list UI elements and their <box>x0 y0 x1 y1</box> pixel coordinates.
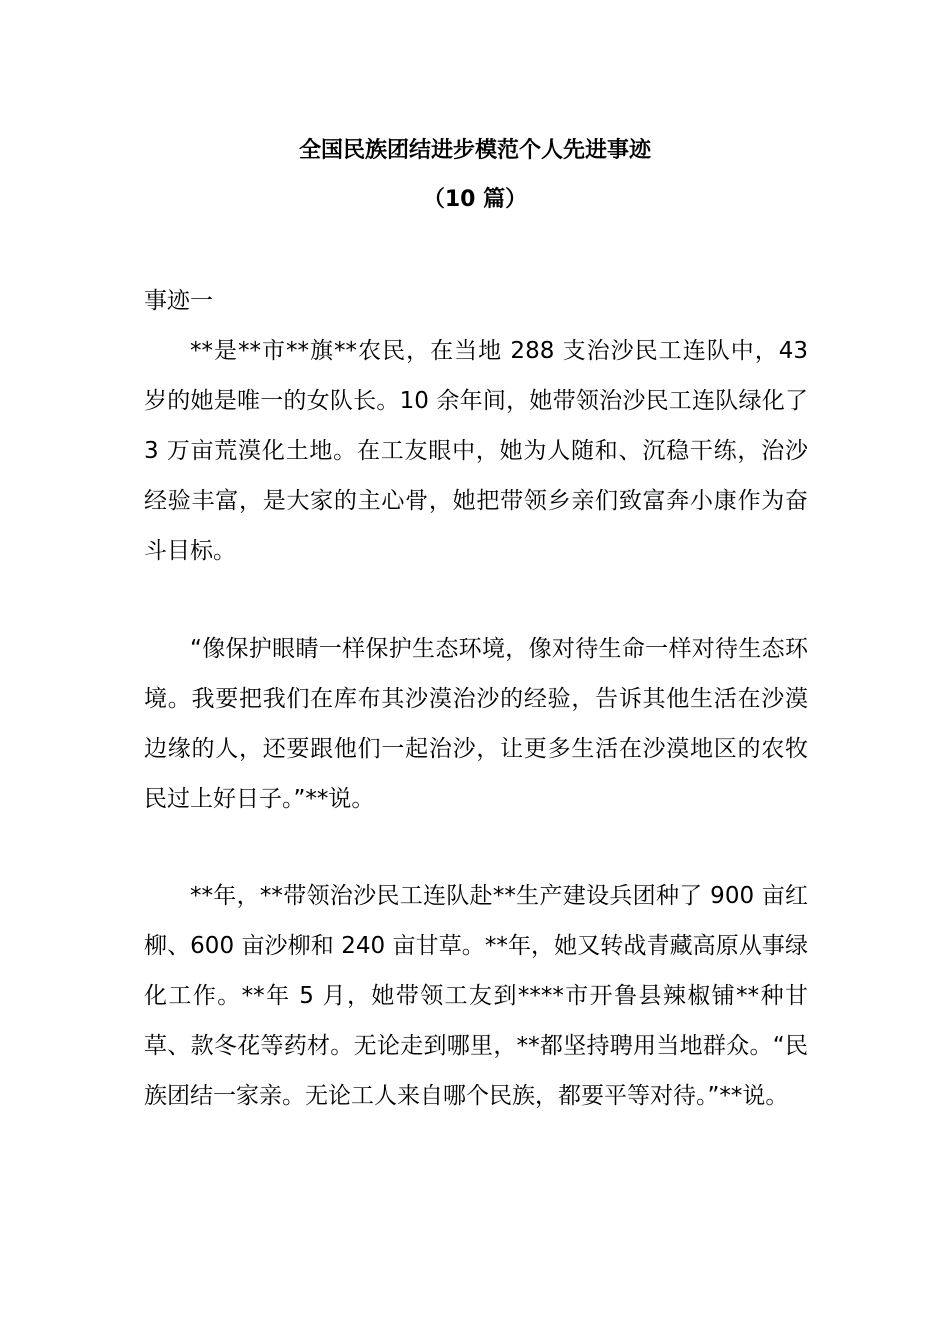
document-title: 全国民族团结进步模范个人先进事迹 <box>298 138 651 163</box>
paragraph-2: “像保护眼睛一样保护生态环境，像对待生命一样对待生态环境。我要把我们在库布其沙漠治沙的经验，告诉其他生活在沙漠边缘的人，还要跟他们一起治沙，让更多生活在沙漠地区的农牧民过上好日子。”**说。 <box>144 636 808 812</box>
paragraph-3: **年，**带领治沙民工连队赴**生产建设兵团种了 900 亩红柳、600 亩沙柳和 240 亩甘草。**年，她又转战青藏高原从事绿化工作。**年 5 月，她带领工友到****市开鲁县辣椒铺**种甘草、款冬花等药材。无论走到哪里，**都坚持聘用当地群众。“民族团结一家亲。无论工人来自哪个民族，都要平等对待。”**说。 <box>144 883 808 1109</box>
document-subtitle: （10 篇） <box>422 187 528 212</box>
paragraph-1: **是**市**旗**农民，在当地 288 支治沙民工连队中，43 岁的她是唯一的女队长。10 余年间，她带领治沙民工连队绿化了 3 万亩荒漠化土地。在工友眼中，她为人随和、沉稳干练，治沙经验丰富，是大家的主心骨，她把带领乡亲们致富奔小康作为奋斗目标。 <box>144 338 808 564</box>
section-heading: 事迹一 <box>144 288 213 314</box>
